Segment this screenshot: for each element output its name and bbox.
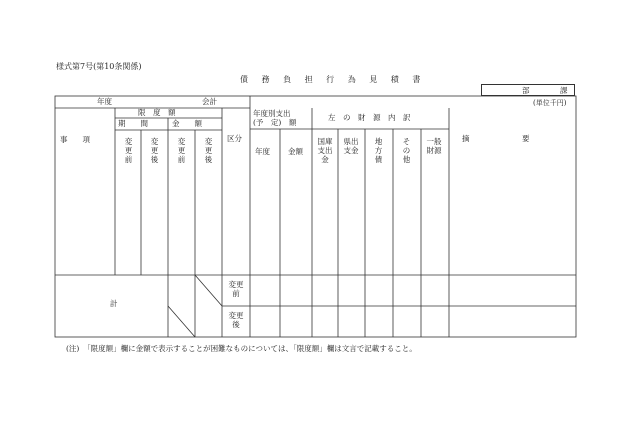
unit-label: (単位千円) [533, 99, 567, 107]
header-kokko: 国庫支出金 [317, 137, 333, 164]
header-chihousai: 地方債 [374, 137, 383, 164]
header-kikan: 期 間 [118, 119, 148, 128]
department-ka: 課 [560, 86, 568, 95]
header-kenshutsu: 県出支金 [343, 137, 359, 155]
header-nendobetsu-line1: 年度別支出 [253, 109, 291, 118]
header-kubun: 区分 [227, 134, 242, 143]
department-bu: 部 [522, 86, 530, 95]
header-zaigen: 左 の 財 源 内 訳 [328, 113, 411, 122]
footer-henkou-mae: 変更前 [228, 280, 244, 298]
form-number: 様式第7号(第10条関係) [56, 62, 142, 71]
header-tekiyou: 摘 要 [462, 134, 530, 143]
document-title: 債 務 負 担 行 為 見 積 書 [240, 75, 426, 84]
header-kikan-henkoumae: 変更前 [124, 137, 133, 164]
header-ippan: 一般財源 [426, 137, 442, 155]
header-nendobetsu-line2: (予 定) 額 [253, 118, 297, 127]
header-kingaku-henkougo: 変更後 [204, 137, 213, 164]
header-sonota: その他 [402, 137, 411, 164]
footer-kei: 計 [110, 299, 118, 308]
header-col-nendo: 年度 [255, 147, 270, 156]
footer-henkou-go: 変更後 [228, 311, 244, 329]
header-gendogaku: 限 度 額 [138, 108, 176, 117]
header-kaikei: 会計 [202, 97, 217, 106]
header-kingaku-henkoumae: 変更前 [177, 137, 186, 164]
header-jikou: 事 項 [60, 135, 90, 144]
footnote: (注) 「限度額」欄に金額で表示することが困難なものについては、「限度額」欄は文言で記載すること。 [66, 344, 417, 353]
header-col-kingaku: 金額 [288, 147, 303, 156]
header-kingaku: 金 額 [172, 119, 202, 128]
header-nendo: 年度 [97, 97, 112, 106]
header-kikan-henkougo: 変更後 [150, 137, 159, 164]
